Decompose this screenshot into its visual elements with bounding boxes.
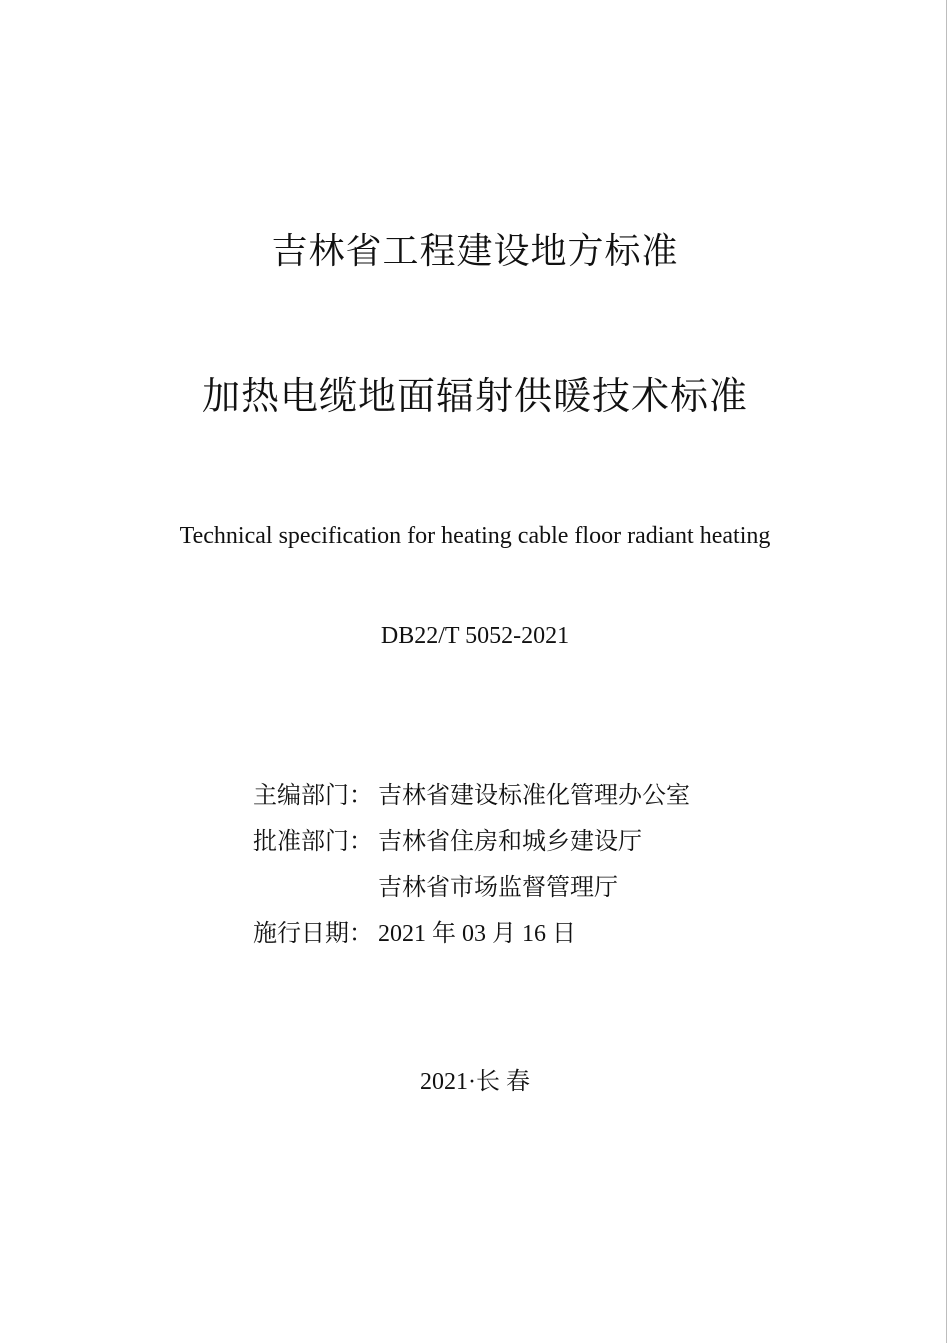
effective-date-row: [0, 916, 950, 952]
editor-value: 吉林省建设标准化管理办公室: [378, 783, 690, 809]
approver-value-1: 吉林省住房和城乡建设厅: [378, 829, 642, 855]
document-title-en: Technical specification for heating cable floor radiant heating: [179, 523, 771, 549]
editor-label: 主编部门：: [253, 783, 373, 809]
approver-value-2: 吉林省市场监督管理厅: [378, 875, 618, 901]
place-and-year: 2021·长 春: [420, 1069, 530, 1095]
effective-date-value: 2021 年 03 月 16 日: [378, 921, 576, 947]
approver-row-2: [0, 870, 950, 906]
document-number: DB22/T 5052-2021: [380, 623, 570, 649]
page-edge-line: [946, 0, 947, 1343]
approver-row: [0, 824, 950, 860]
series-title: 吉林省工程建设地方标准: [271, 231, 679, 272]
approver-label: 批准部门：: [253, 829, 373, 855]
editor-row: [0, 778, 950, 814]
effective-date-label: 施行日期：: [253, 921, 373, 947]
document-title-cn: 加热电缆地面辐射供暖技术标准: [201, 374, 748, 418]
